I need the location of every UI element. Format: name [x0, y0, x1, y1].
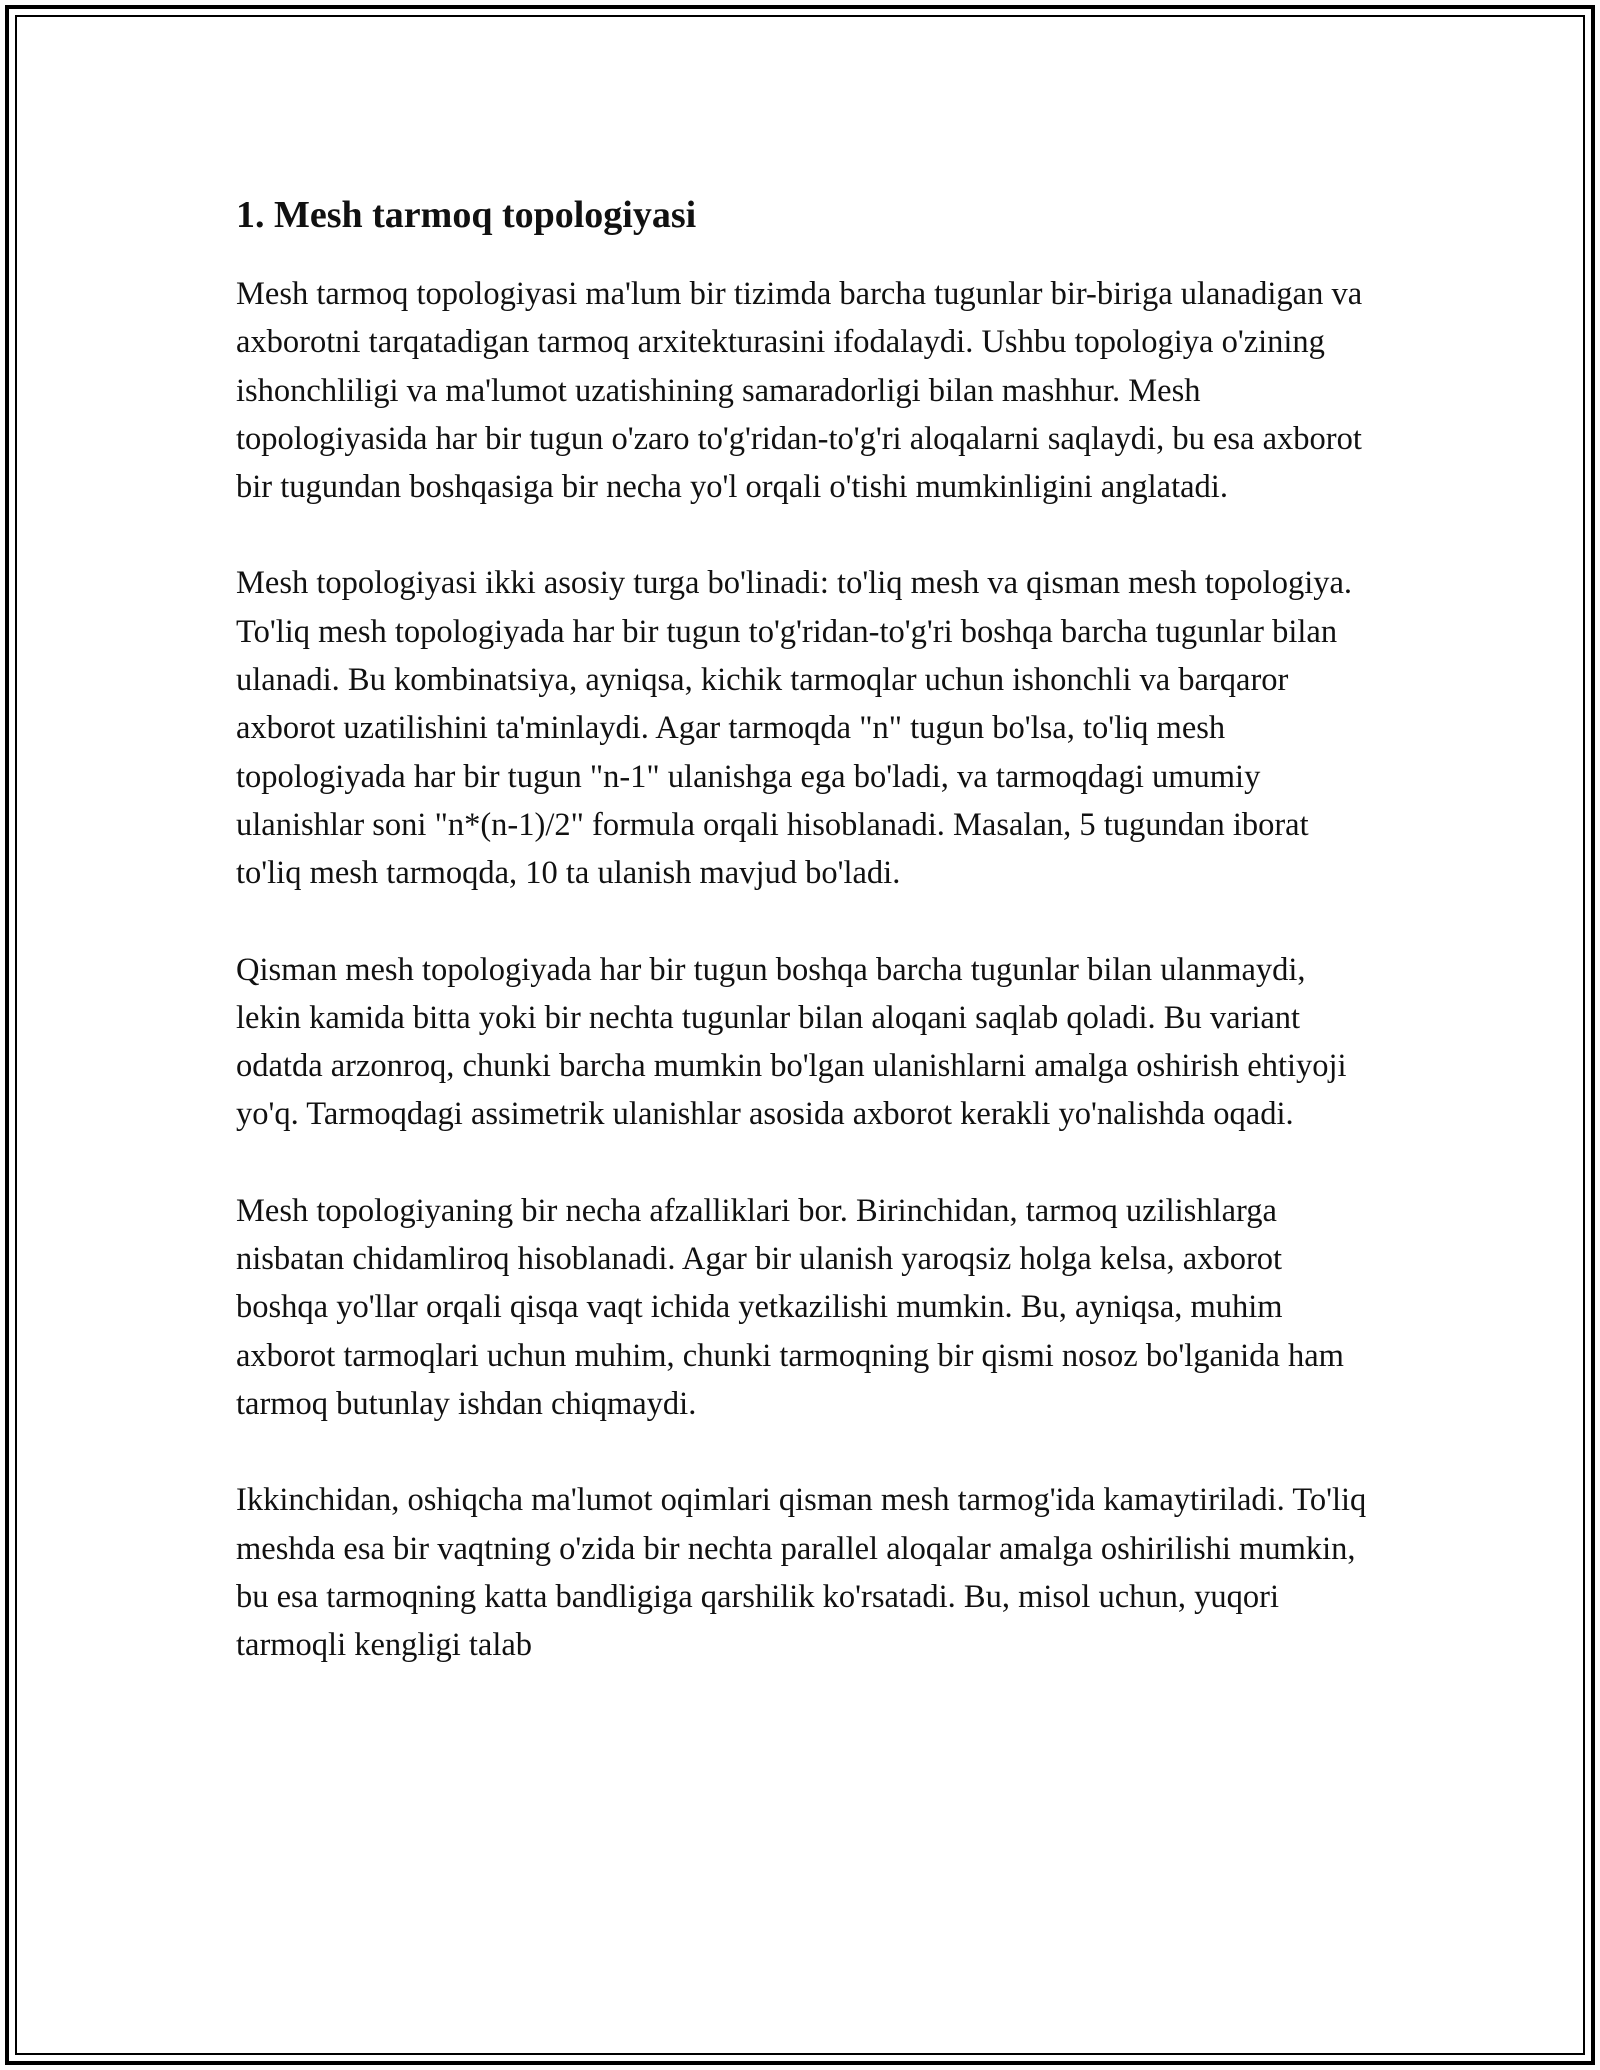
document-body [236, 186, 1376, 1717]
paragraph-2: Mesh topologiyasi ikki asosiy turga bo'linadi: to'liq mesh va qisman mesh topologiya. To'liq mesh topologiyada har bir tugun to'g'ridan-to'g'ri boshqa barcha tugunlar bilan ulanadi. Bu kombinatsiya, ayniqsa, kichik tarmoqlar uchun ishonchli va barqaror axborot uzatilishini ta'minlaydi. Agar tarmoqda "n" tugun bo'lsa, to'liq mesh topologiyada har bir tugun "n-1" ulanishga ega bo'ladi, va tarmoqdagi umumiy ulanishlar soni "n*(n-1)/2" formula orqali hisoblanadi. Masalan, 5 tugundan iborat to'liq mesh tarmoqda, 10 ta ulanish mavjud bo'ladi. [236, 565, 1353, 892]
paragraph-3: Qisman mesh topologiyada har bir tugun boshqa barcha tugunlar bilan ulanmaydi, lekin kamida bitta yoki bir nechta tugunlar bilan aloqani saqlab qoladi. Bu variant odatda arzonroq, chunki barcha mumkin bo'lgan ulanishlarni amalga oshirish ehtiyoji yo'q. Tarmoqdagi assimetrik ulanishlar asosida axborot kerakli yo'nalishda oqadi. [236, 951, 1347, 1133]
paragraph-5: Ikkinchidan, oshiqcha ma'lumot oqimlari qisman mesh tarmog'ida kamaytiriladi. To'liq meshda esa bir vaqtning o'zida bir nechta parallel aloqalar amalga oshirilishi mumkin, bu esa tarmoqning katta bandligiga qarshilik ko'rsatadi. Bu, misol uchun, yuqori tarmoqli kengligi talab [236, 1482, 1367, 1664]
section-title: 1. Mesh tarmoq topologiyasi [236, 194, 697, 236]
paragraph-4: Mesh topologiyaning bir necha afzalliklari bor. Birinchidan, tarmoq uzilishlarga nisbatan chidamliroq hisoblanadi. Agar bir ulanish yaroqsiz holga kelsa, axborot boshqa yo'llar orqali qisqa vaqt ichida yetkazilishi mumkin. Bu, ayniqsa, muhim axborot tarmoqlari uchun muhim, chunki tarmoqning bir qismi nosoz bo'lganida ham tarmoq butunlay ishdan chiqmaydi. [236, 1192, 1344, 1422]
paragraph-1: Mesh tarmoq topologiyasi ma'lum bir tizimda barcha tugunlar bir-biriga ulanadigan va axborotni tarqatadigan tarmoq arxitekturasini ifodalaydi. Ushbu topologiya o'zining ishonchliligi va ma'lumot uzatishining samaradorligi bilan mashhur. Mesh topologiyasida har bir tugun o'zaro to'g'ridan-to'g'ri aloqalarni saqlaydi, bu esa axborot bir tugundan boshqasiga bir necha yo'l orqali o'tishi mumkinligini anglatadi. [236, 276, 1363, 506]
